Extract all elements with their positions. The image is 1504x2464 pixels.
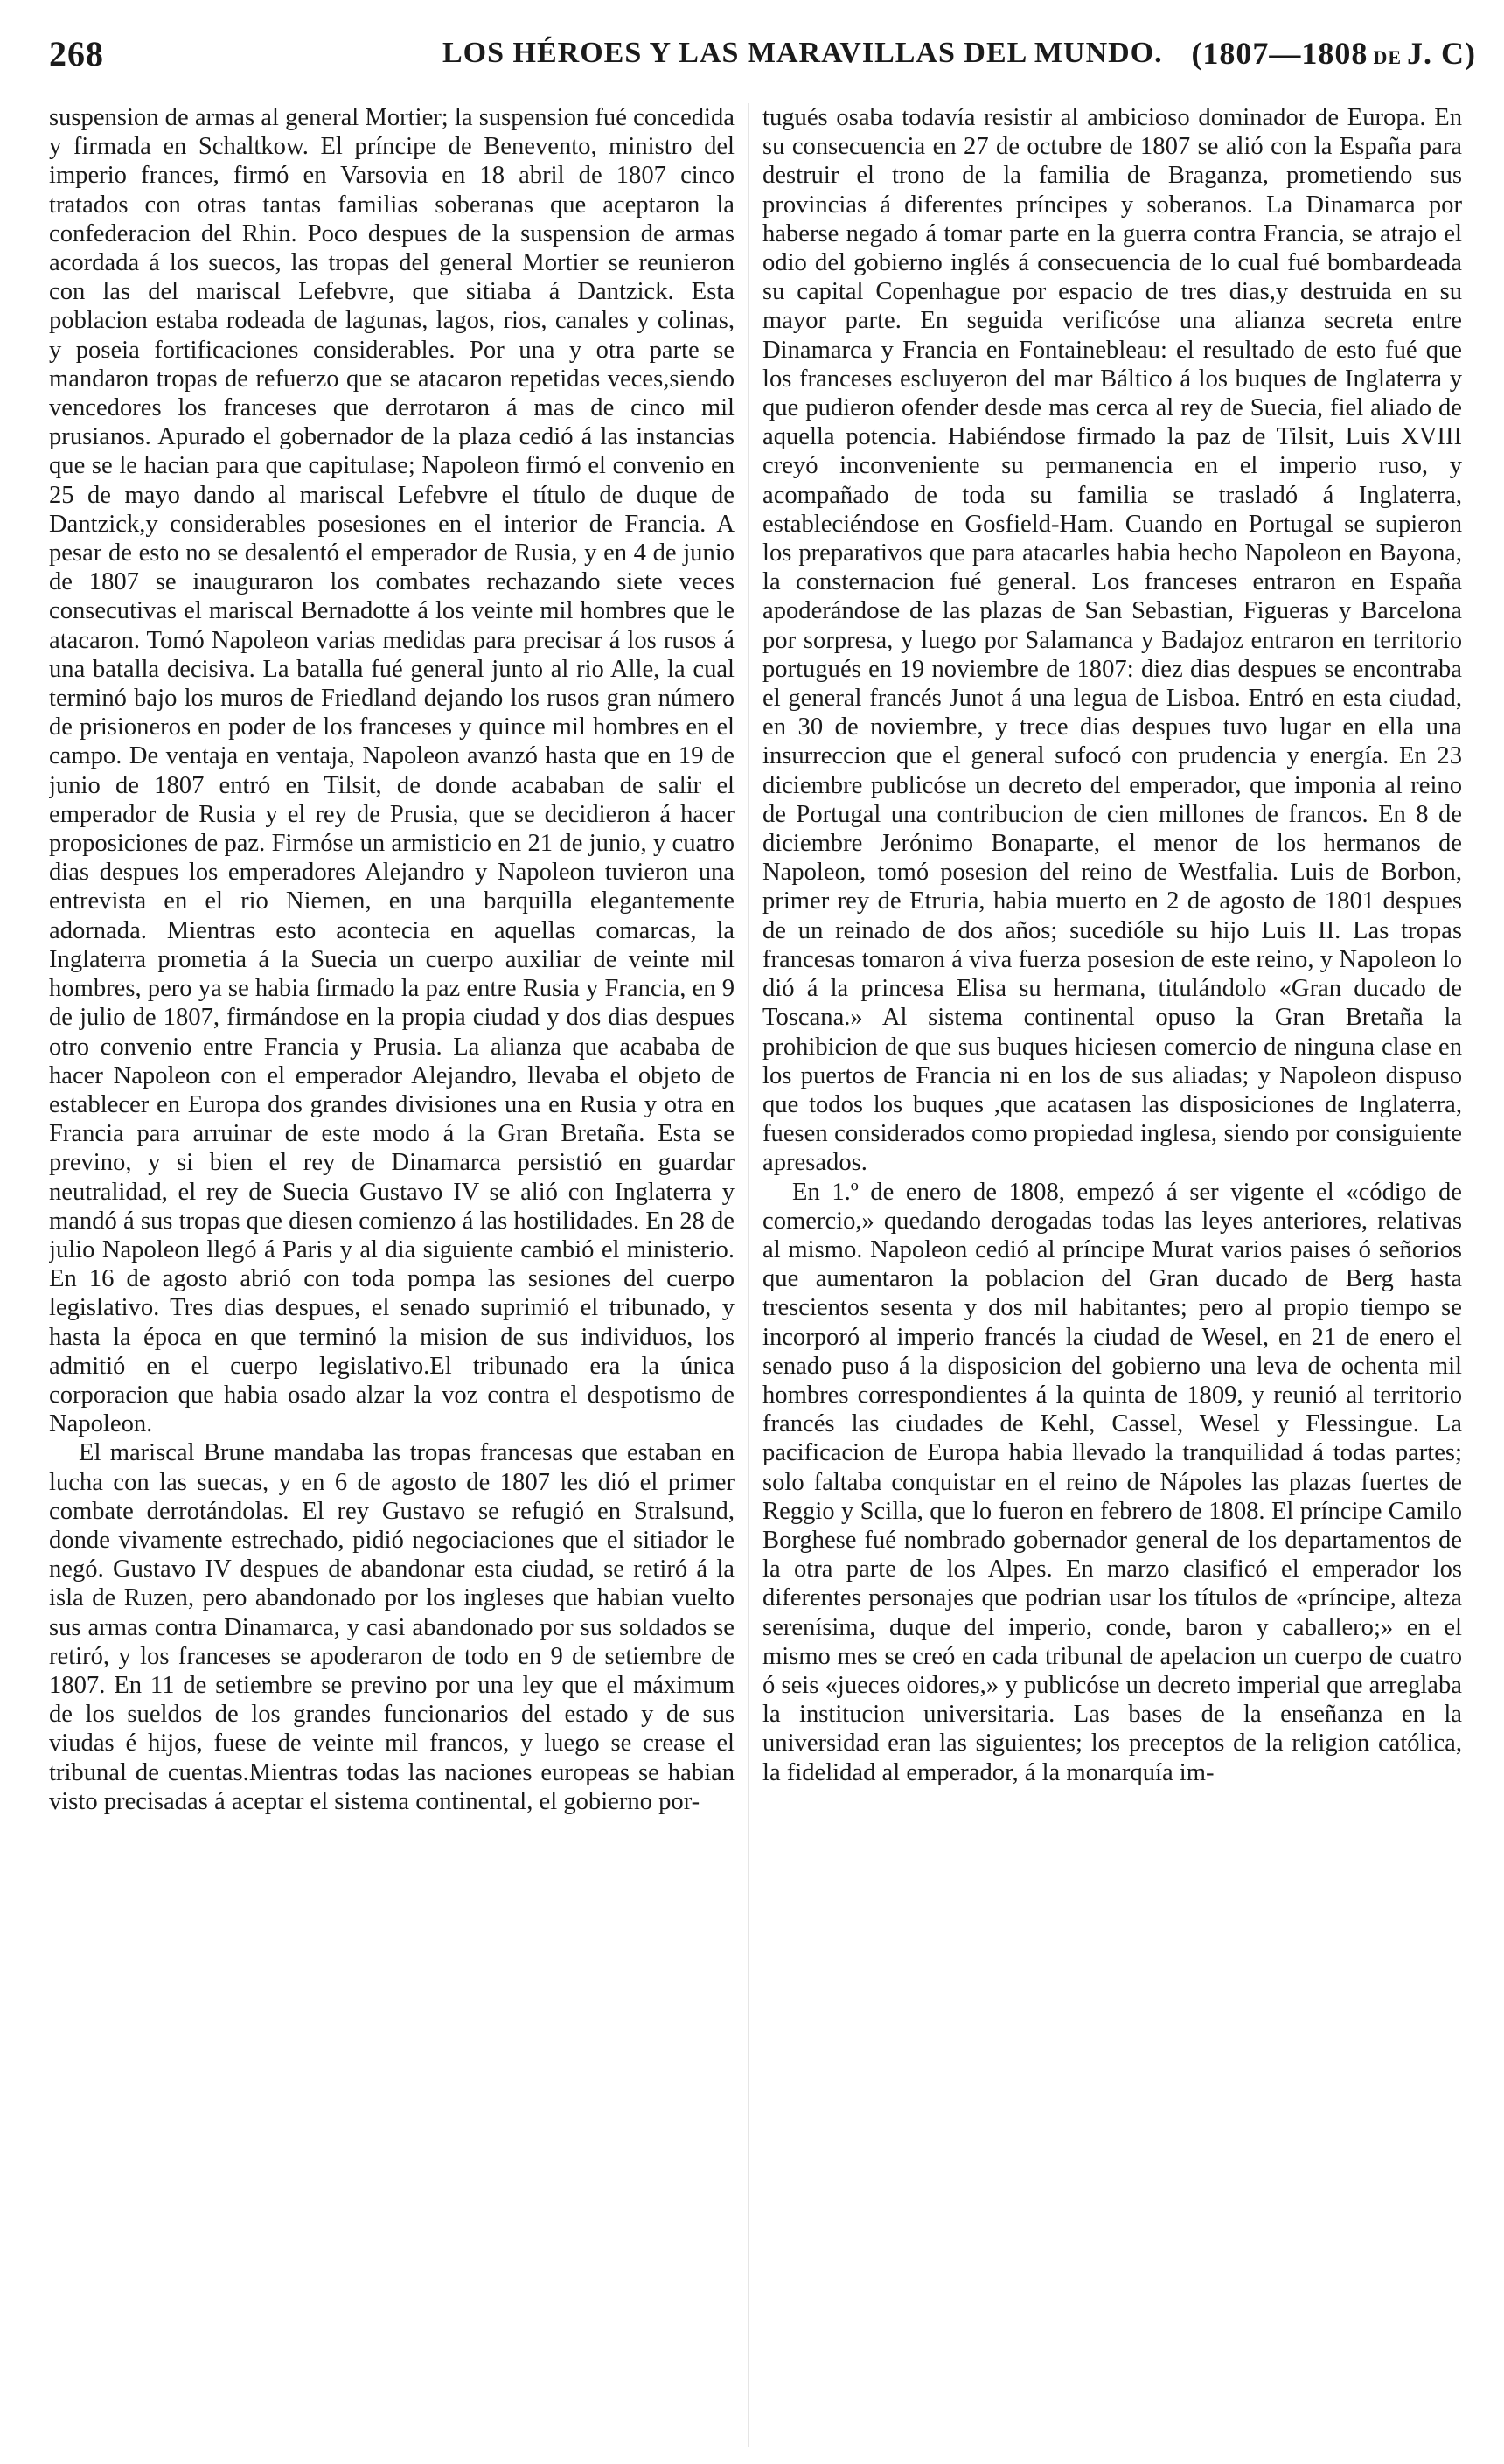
left-paragraph-2: El mariscal Brune mandaba las tropas francesas que estaban en lucha con las suecas, y en 6 de agosto de 1807 les dió el primer combate derrotándolas. El rey Gustavo se refugió en Stralsund, donde vivamente estrechado, pidió negociaciones que el sitiador le negó. Gustavo IV despues de abandonar esta ciudad, se retiró á la isla de Ruzen, pero abandonado por los ingleses que habian vuelto sus armas contra Dinamarca, y casi abandonado por sus soldados se retiró, y los franceses se apoderaron de todo en 9 de setiembre de 1807. En 11 de setiembre se previno por una ley que el máximum de los sueldos de los grandes funcionarios del estado y de sus viudas é hijos, fuese de veinte mil francos, y luego se crease el tribunal de cuentas.Mientras todas las naciones europeas se habian visto precisadas á aceptar el sistema continental, el gobierno por- [49, 1439, 735, 1815]
left-column [49, 103, 735, 2447]
date-range-end: J. C) [1407, 36, 1476, 71]
page-header [49, 33, 1476, 86]
running-title: LOS HÉROES Y LAS MARAVILLAS DEL MUNDO. [442, 37, 1163, 69]
right-column [762, 103, 1462, 2447]
column-divider [748, 103, 749, 2447]
date-range [1191, 35, 1476, 72]
date-range-de: DE [1373, 46, 1402, 68]
page-number: 268 [49, 34, 104, 73]
date-range-start: (1807—1808 [1191, 36, 1368, 71]
right-paragraph-1: tugués osaba todavía resistir al ambicioso dominador de Europa. En su consecuencia en 27 de octubre de 1807 se alió con la España para destruir el trono de la familia de Braganza, prometiendo sus provincias á diferentes príncipes y soberanos. La Dinamarca por haberse negado á tomar parte en la guerra contra Francia, se atrajo el odio del gobierno inglés á consecuencia de lo cual fué bombardeada su capital Copenhague por espacio de tres dias,y destruida en su mayor parte. En seguida verificóse una alianza secreta entre Dinamarca y Francia en Fontainebleau: el resultado de esto fué que los franceses escluyeron del mar Báltico á los buques de Inglaterra y que pudieron ofender desde mas cerca al rey de Suecia, fiel aliado de aquella potencia. Habiéndose firmado la paz de Tilsit, Luis XVIII creyó inconveniente su permanencia en el imperio ruso, y acompañado de toda su familia se trasladó á Inglaterra, estableciéndose en Gosfield-Ham. Cuando en Portugal se supieron los preparativos que para atacarles habia hecho Napoleon en Bayona, la consternacion fué general. Los franceses entraron en España apoderándose de las plazas de San Sebastian, Figueras y Barcelona por sorpresa, y luego por Salamanca y Badajoz entraron en territorio portugués en 19 noviembre de 1807: diez dias despues se encontraba el general francés Junot á una legua de Lisboa. Entró en esta ciudad, en 30 de noviembre, y trece dias despues tuvo lugar en ella una insurreccion que el general sufocó con prudencia y energía. En 23 diciembre publicóse un decreto del emperador, que imponia al reino de Portugal una contribucion de cien millones de francos. En 8 de diciembre Jerónimo Bonaparte, el menor de los hermanos de Napoleon, tomó posesion del reino de Westfalia. Luis de Borbon, primer rey de Etruria, habia muerto en 2 de agosto de 1801 despues de un reinado de dos años; sucedióle su hijo Luis II. Las tropas francesas tomaron á viva fuerza posesion de este reino, y Napoleon lo dió á la princesa Elisa su hermana, titulándolo «Gran ducado de Toscana.» Al sistema continental opuso la Gran Bretaña la prohibicion de que sus buques hiciesen comercio de ninguna clase en los puertos de Francia ni en los de sus aliadas; y Napoleon dispuso que todos los buques ,que acatasen las disposiciones de Inglaterra, fuesen considerados como propiedad inglesa, siendo por consiguiente apresados. [762, 104, 1462, 1177]
right-paragraph-2: En 1.º de enero de 1808, empezó á ser vigente el «código de comercio,» quedando derogadas todas las leyes anteriores, relativas al mismo. Napoleon cedió al príncipe Murat varios paises ó señorios que aumentaron la poblacion del Gran ducado de Berg hasta trescientos sesenta y dos mil habitantes; pero al propio tiempo se incorporó al imperio francés la ciudad de Wesel, en 21 de enero el senado puso á la disposicion del gobierno una leva de ochenta mil hombres correspondientes á la quinta de 1809, y reunió al territorio francés las ciudades de Kehl, Cassel, Wesel y Flessingue. La pacificacion de Europa habia llevado la tranquilidad á todas partes; solo faltaba conquistar en el reino de Nápoles las plazas fuertes de Reggio y Scilla, que lo fueron en febrero de 1808. El príncipe Camilo Borghese fué nombrado gobernador general de los departamentos de la otra parte de los Alpes. En marzo clasificó el emperador los diferentes personajes que podrian usar los títulos de «príncipe, alteza serenísima, duque del imperio, conde, baron y caballero;» en el mismo mes se creó en cada tribunal de apelacion un cuerpo de cuatro ó seis «jueces oidores,» y publicóse un decreto imperial que arreglaba la institucion universitaria. Las bases de la enseñanza en la universidad eran las siguientes; los preceptos de la religion católica, la fidelidad al emperador, á la monarquía im- [762, 1178, 1462, 1786]
left-paragraph-1: suspension de armas al general Mortier; la suspension fué concedida y firmada en Schaltkow. El príncipe de Benevento, ministro del imperio frances, firmó en Varsovia en 18 abril de 1807 cinco tratados con otras tantas familias soberanas que aceptaron la confederacion del Rhin. Poco despues de la suspension de armas acordada á los suecos, las tropas del general Mortier se reunieron con las del mariscal Lefebvre, que sitiaba á Dantzick. Esta poblacion estaba rodeada de lagunas, lagos, rios, canales y colinas, y poseia fortificaciones considerables. Por una y otra parte se mandaron tropas de refuerzo que se atacaron repetidas veces,siendo vencedores los franceses que derrotaron á mas de cinco mil prusianos. Apurado el gobernador de la plaza cedió á las instancias que se le hacian para que capitulase; Napoleon firmó el convenio en 25 de mayo dando al mariscal Lefebvre el título de duque de Dantzick,y considerables posesiones en el interior de Francia. A pesar de esto no se desalentó el emperador de Rusia, y en 4 de junio de 1807 se inauguraron los combates rechazando siete veces consecutivas el mariscal Bernadotte á los veinte mil hombres que le atacaron. Tomó Napoleon varias medidas para precisar á los rusos á una batalla decisiva. La batalla fué general junto al rio Alle, la cual terminó bajo los muros de Friedland dejando los rusos gran número de prisioneros en poder de los franceses y quince mil hombres en el campo. De ventaja en ventaja, Napoleon avanzó hasta que en 19 de junio de 1807 entró en Tilsit, de donde acababan de salir el emperador de Rusia y el rey de Prusia, que se decidieron á hacer proposiciones de paz. Firmóse un armisticio en 21 de junio, y cuatro dias despues los emperadores Alejandro y Napoleon tuvieron una entrevista en el rio Niemen, en una barquilla elegantemente adornada. Mientras esto acontecia en aquellas comarcas, la Inglaterra prometia á la Suecia un cuerpo auxiliar de veinte mil hombres, pero ya se habia firmado la paz entre Rusia y Francia, en 9 de julio de 1807, firmándose en la propia ciudad y dos dias despues otro convenio entre Francia y Prusia. La alianza que acababa de hacer Napoleon con el emperador Alejandro, llevaba el objeto de establecer en Europa dos grandes divisiones una en Rusia y otra en Francia para arruinar de este modo á la Gran Bretaña. Esta se previno, y si bien el rey de Dinamarca persistió en guardar neutralidad, el rey de Suecia Gustavo IV se alió con Inglaterra y mandó á sus tropas que diesen comienzo á las hostilidades. En 28 de julio Napoleon llegó á Paris y al dia siguiente cambió el ministerio. En 16 de agosto abrió con toda pompa las sesiones del cuerpo legislativo. Tres dias despues, el senado suprimió el tribunado, y hasta la época en que terminó la mision de sus individuos, los admitió en el cuerpo legislativo.El tribunado era la única corporacion que habia osado alzar la voz contra el despotismo de Napoleon. [49, 104, 735, 1438]
